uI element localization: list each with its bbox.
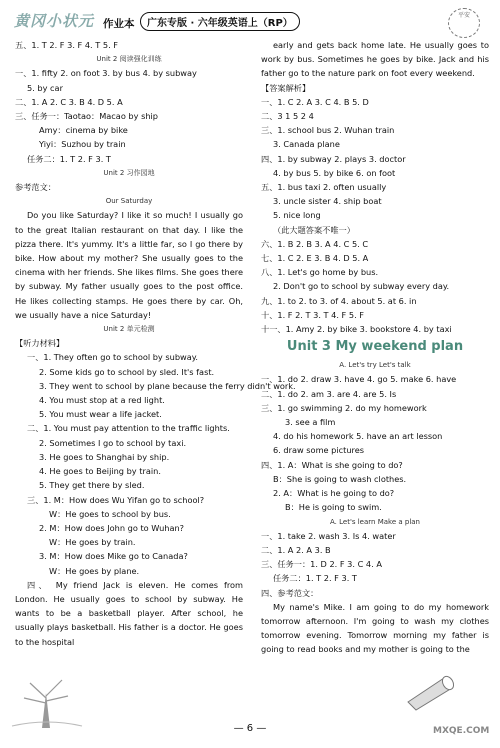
left-line: Unit 2 阅读强化训练 [96,55,162,64]
right-line: 三、任务一：1. D 2. F 3. C 4. A [261,559,382,570]
left-line: 一、1. They often go to school by subway. [27,352,199,363]
left-line: Unit 2 习作园地 [103,168,155,177]
right-line: B：He is going to swim. [285,502,382,513]
right-line: 五、1. bus taxi 2. often usually [261,182,387,193]
left-line: W：He goes by plane. [49,565,140,576]
right-line: 3. Canada plane [273,139,340,150]
left-line: 参考范文： [15,182,56,193]
right-line: 4. do his homework 5. have an art lesson [273,431,443,442]
right-line: 2. A：What is he going to do? [273,488,395,499]
left-line: W：He goes by train. [49,537,136,548]
left-line: W：He goes to school by bus. [49,508,171,519]
right-column [261,38,489,657]
tree-illustration [12,668,82,728]
right-line: 3. uncle sister 4. ship boat [273,196,382,207]
left-line: 【听力材料】 [15,338,65,349]
right-line: 2. Don't go to school by subway every day. [273,281,450,292]
left-line: 5. You must wear a life jacket. [39,409,162,420]
left-line: 5. They get there by sled. [39,480,145,491]
left-line: 任务二：1. T 2. F 3. T [27,153,111,164]
right-line: 四、1. by subway 2. plays 3. doctor [261,153,406,164]
telescope-illustration [400,672,460,712]
right-line: A. Let's try Let's talk [339,361,411,370]
right-line: 任务二：1. T 2. F 3. T [273,573,357,584]
right-line: Unit 3 My weekend plan [286,339,464,355]
left-line: Do you like Saturday? I like it so much! I usually go to the great Italian restaurant on that day. I like the pizza there. It's yummy. It's a little far, so I go there by bike. How about my mother? She usually goes to the cinema with her friends. She likes films. She goes there by subway. My father usually goes to the post office. He likes collecting stamps. He goes there by car. Oh, we usually have a nice Saturday! [15,210,243,320]
left-line: 3. M：How does Mike go to Canada? [39,551,188,562]
right-line: 三、1. school bus 2. Wuhan train [261,125,395,136]
left-line: 3. They went to school by plane because the ferry didn't work. [39,380,296,391]
right-line: 十一、1. Amy 2. by bike 3. bookstore 4. by taxi [261,324,452,335]
left-line: 2. Sometimes I go to school by taxi. [39,437,187,448]
right-line: 二、3 1 5 2 4 [261,111,314,122]
right-line: A. Let's learn Make a plan [330,517,420,526]
right-line: 二、1. do 2. am 3. are 4. are 5. Is [261,388,397,399]
right-line: 四、1. A：What is she going to do? [261,459,403,470]
left-line: 四、 My friend Jack is eleven. He comes from London. He usually goes to school by subway. He wants to be a basketball player. After school, he usually plays basketball. His father is a doctor. He goes to the hospital [15,579,243,647]
right-line: 二、1. A 2. A 3. B [261,544,331,555]
right-line: 一、1. take 2. wash 3. Is 4. water [261,530,396,541]
right-line: early and gets back home late. He usually goes to work by bus. Sometimes he goes by bike. Jack and his father go to the nature park on foot every weekend. [261,40,489,79]
right-line: 一、1. C 2. A 3. C 4. B 5. D [261,96,369,107]
left-line: 三、1. M：How does Wu Yifan go to school? [27,494,205,505]
right-line: 六、1. B 2. B 3. A 4. C 5. C [261,238,369,249]
right-line: 七、1. C 2. E 3. B 4. D 5. A [261,253,369,264]
page-number: — 6 — [233,723,267,734]
right-line: 三、1. go swimming 2. do my homework [261,402,427,413]
left-line: 二、1. A 2. C 3. B 4. D 5. A [15,96,123,107]
right-line: 【答案解析】 [261,82,311,93]
right-line: My name's Mike. I am going to do my homework tomorrow afternoon. I'm going to wash my clothes tomorrow evening. Tomorrow morning my father is going to read books and my mother is going to the [261,601,489,655]
right-line: 四、参考范文： [261,587,319,598]
left-line: 2. M：How does John go to Wuhan? [39,522,185,533]
workbook-label: 作业本 [103,18,135,30]
left-line: 一、1. fifty 2. on foot 3. by bus 4. by subway [15,68,197,79]
left-line: Our Saturday [105,197,153,206]
page-header [0,0,500,40]
left-line: 3. He goes to Shanghai by ship. [39,451,170,462]
right-line: 一、1. do 2. draw 3. have 4. go 5. make 6. have [261,374,457,385]
left-line: 5. by car [27,82,63,93]
right-line: 十、1. F 2. T 3. T 4. F 5. F [261,309,364,320]
right-line: 八、1. Let's go home by bus. [261,267,379,278]
right-line: 九、1. to 2. to 3. of 4. about 5. at 6. in [261,295,417,306]
left-line: 2. Some kids go to school by sled. It's fast. [39,366,215,377]
left-line: Unit 2 单元检测 [103,325,155,334]
edition-badge: 广东专版 · 六年级英语上（RP） [140,12,300,31]
left-line: 三、任务一：Taotao：Macao by ship [15,111,159,122]
right-line: 6. draw some pictures [273,445,365,456]
left-line: 二、1. You must pay attention to the traffic lights. [27,423,230,434]
left-line: 五、1. T 2. F 3. F 4. T 5. F [15,40,118,50]
right-line: （此大题答案不唯一） [273,224,355,235]
left-line: Yiyi：Suzhou by train [39,139,126,150]
brand-logo: 黄冈小状元 [14,12,95,30]
right-line: 3. see a film [285,417,336,428]
left-line: 4. He goes to Beijing by train. [39,466,161,477]
seal-stamp: 平安 [448,8,480,38]
watermark: MXQE.COM [433,726,490,736]
right-line: B：She is going to wash clothes. [273,473,407,484]
right-line: 4. by bus 5. by bike 6. on foot [273,167,396,178]
left-line: 4. You must stop at a red light. [39,395,165,406]
right-line: 5. nice long [273,210,321,221]
left-line: Amy：cinema by bike [39,125,128,136]
